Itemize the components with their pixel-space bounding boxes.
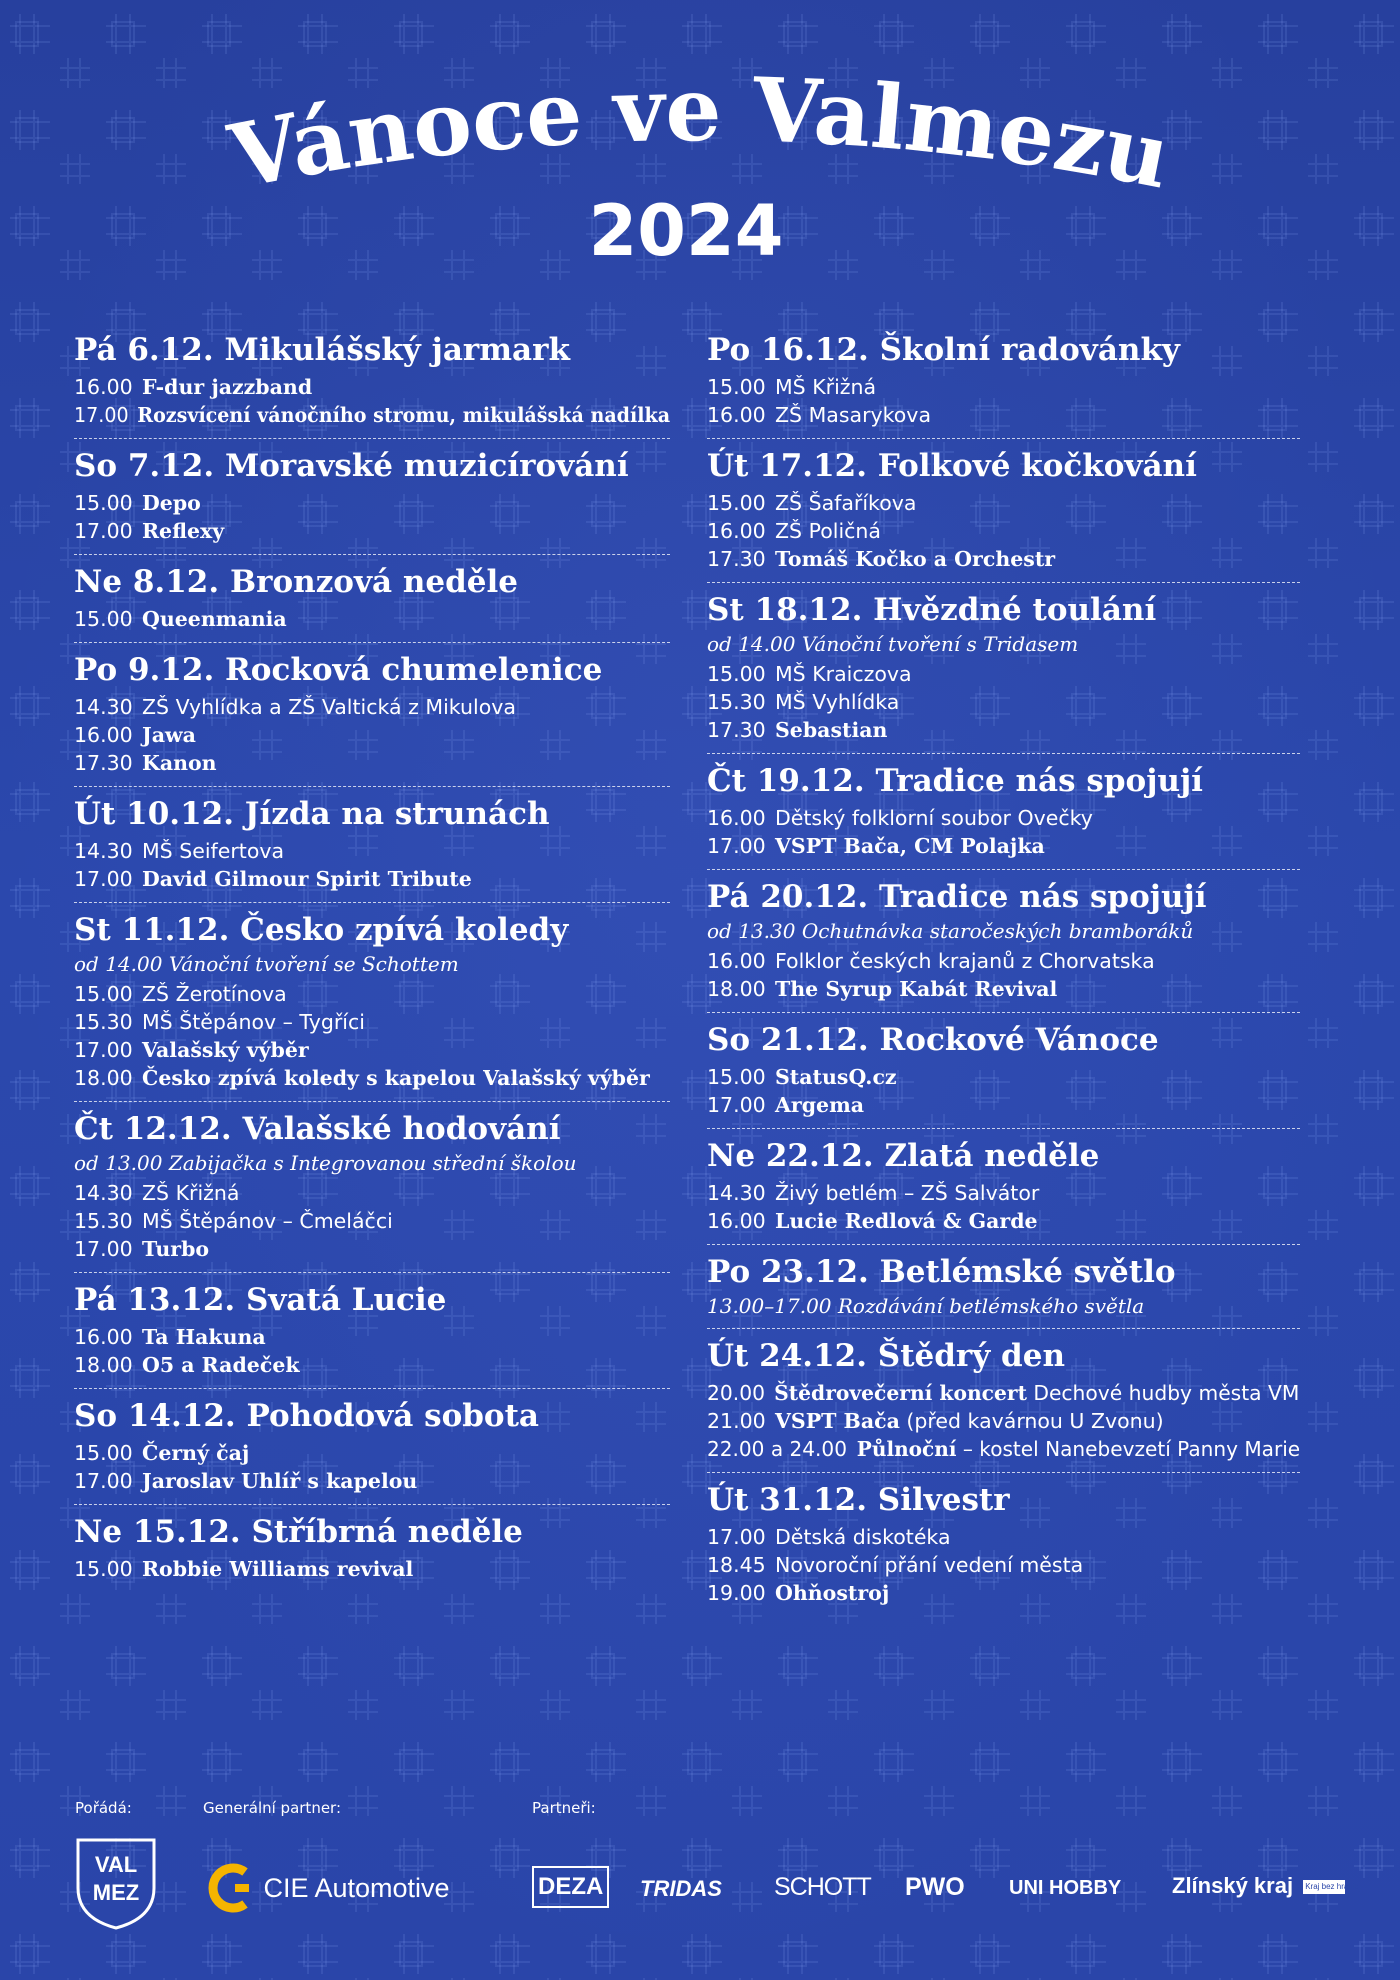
event-name: Novoroční přání vedení města [775, 1553, 1084, 1577]
event-time: 15.00 [707, 375, 766, 399]
deza-logo: DEZA [532, 1866, 609, 1908]
event-row [707, 1063, 1300, 1091]
event-row [74, 517, 670, 545]
program-day [707, 870, 1300, 1013]
event-row [74, 1008, 670, 1036]
zlinsky-kraj-logo [1172, 1873, 1359, 1899]
event-name: Ta Hakuna [142, 1325, 266, 1349]
day-note: od 13.30 Ochutnávka staročeských bramboráků [707, 919, 1194, 943]
event-time: 14.30 [74, 839, 133, 863]
event-time: 15.00 [74, 982, 133, 1006]
event-time: 17.00 [74, 403, 129, 427]
event-row [707, 1091, 1300, 1119]
event-time: 16.00 [707, 949, 766, 973]
event-time: 16.00 [74, 375, 133, 399]
day-heading: So 14.12. Pohodová sobota [74, 1398, 540, 1434]
event-time: 17.00 [707, 1093, 766, 1117]
event-row [74, 373, 670, 401]
event-name: The Syrup Kabát Revival [775, 977, 1058, 1001]
day-heading: Út 10.12. Jízda na strunách [74, 796, 550, 832]
event-row [707, 517, 1300, 545]
event-name: MŠ Štěpánov – Tygříci [142, 1010, 365, 1034]
event-row [707, 1523, 1300, 1551]
event-name: MŠ Štěpánov – Čmeláčci [142, 1209, 393, 1233]
event-row [707, 1407, 1300, 1435]
event-name: ZŠ Žerotínova [142, 982, 287, 1006]
event-name: David Gilmour Spirit Tribute [142, 867, 472, 891]
day-heading: Pá 20.12. Tradice nás spojují [707, 879, 1207, 915]
event-row [74, 1064, 670, 1092]
event-time: 17.00 [74, 519, 133, 543]
event-name: Ohňostroj [775, 1581, 890, 1605]
program-day [74, 1389, 670, 1505]
event-name: Depo [142, 491, 201, 515]
event-name: Živý betlém – ZŠ Salvátor [775, 1181, 1040, 1205]
event-row [74, 980, 670, 1008]
event-row [707, 688, 1300, 716]
zlinsky-kraj-badge: Kraj bez hranic [1303, 1880, 1345, 1894]
event-time: 17.00 [707, 834, 766, 858]
program-day [74, 330, 670, 439]
event-name: ZŠ Masarykova [775, 403, 932, 427]
event-time: 14.30 [74, 1181, 133, 1205]
event-row [707, 1179, 1300, 1207]
day-heading: So 21.12. Rockové Vánoce [707, 1022, 1159, 1058]
event-time: 16.00 [74, 723, 133, 747]
event-row [74, 865, 670, 893]
event-name: Černý čaj [142, 1441, 250, 1465]
event-detail: – kostel Nanebevzetí Panny Marie [956, 1437, 1301, 1461]
schott-logo: SCHOTT [774, 1873, 871, 1901]
valmez-logo-line1: VAL [94, 1852, 138, 1877]
poster-title [150, 50, 1250, 280]
event-time: 18.00 [74, 1066, 133, 1090]
program-day [707, 1245, 1300, 1329]
day-heading: So 7.12. Moravské muzicírování [74, 448, 629, 484]
event-name: Valašský výběr [142, 1038, 309, 1062]
general-partner-label: Generální partner: [203, 1799, 342, 1817]
event-time: 17.30 [74, 751, 133, 775]
event-time: 14.30 [74, 695, 133, 719]
event-name: ZŠ Poličná [775, 519, 881, 543]
event-time: 15.00 [707, 1065, 766, 1089]
day-heading: Po 23.12. Betlémské světlo [707, 1254, 1176, 1290]
event-name: MŠ Křižná [775, 375, 877, 399]
event-name: Reflexy [142, 519, 225, 543]
event-row [74, 1036, 670, 1064]
event-row [74, 1351, 670, 1379]
event-time: 17.30 [707, 547, 766, 571]
event-row [707, 545, 1300, 573]
event-time: 16.00 [707, 403, 766, 427]
event-name: MŠ Kraiczova [775, 662, 912, 686]
event-row [707, 804, 1300, 832]
program-day [74, 903, 670, 1102]
event-time: 14.30 [707, 1181, 766, 1205]
program-day [707, 439, 1300, 583]
program-day [74, 643, 670, 787]
event-name: Lucie Redlová & Garde [775, 1209, 1038, 1233]
event-time: 15.30 [74, 1010, 133, 1034]
event-row [74, 1179, 670, 1207]
event-name: Jawa [142, 723, 196, 747]
event-row [707, 975, 1300, 1003]
event-name: VSPT Bača [775, 1409, 900, 1433]
event-time: 15.00 [74, 491, 133, 515]
event-name: ZŠ Šafaříkova [775, 491, 917, 515]
event-time: 21.00 [707, 1409, 766, 1433]
event-row [707, 373, 1300, 401]
unihobby-logo: UNI HOBBY [1009, 1877, 1122, 1899]
event-row [707, 947, 1300, 975]
cie-automotive-logo [205, 1862, 450, 1914]
program-day [707, 330, 1300, 439]
event-time: 15.00 [74, 607, 133, 631]
event-name: Dětský folklorní soubor Ovečky [775, 806, 1093, 830]
valmez-logo-line2: MEZ [92, 1880, 140, 1905]
svg-text:Vánoce ve Valmezu [221, 57, 1179, 209]
pwo-logo: PWO [905, 1873, 965, 1901]
partners-label: Partneři: [532, 1799, 596, 1817]
event-row [74, 489, 670, 517]
event-name: Queenmania [142, 607, 287, 631]
event-name: Půlnoční [856, 1437, 957, 1461]
event-row [707, 832, 1300, 860]
event-time: 15.00 [707, 662, 766, 686]
event-time: 15.00 [707, 491, 766, 515]
day-note: od 14.00 Vánoční tvoření s Tridasem [707, 632, 1079, 656]
event-name: Kanon [142, 751, 217, 775]
event-row [74, 693, 670, 721]
day-heading: Čt 12.12. Valašské hodování [74, 1111, 561, 1147]
event-row [707, 1551, 1300, 1579]
event-time: 16.00 [707, 806, 766, 830]
event-name: Tomáš Kočko a Orchestr [775, 547, 1056, 571]
program-day [707, 754, 1300, 870]
event-detail: (před kavárnou U Zvonu) [899, 1409, 1164, 1433]
event-name: ZŠ Vyhlídka a ZŠ Valtická z Mikulova [142, 695, 516, 719]
event-name: Argema [775, 1093, 865, 1117]
organizer-label: Pořádá: [75, 1799, 132, 1817]
program-day [707, 1129, 1300, 1245]
event-row [707, 401, 1300, 429]
event-name: Sebastian [775, 718, 888, 742]
event-name: O5 a Radeček [142, 1353, 300, 1377]
valmez-logo [74, 1836, 158, 1937]
day-heading: Ne 15.12. Stříbrná neděle [74, 1514, 523, 1550]
event-row [74, 1467, 670, 1495]
program-day [74, 1273, 670, 1389]
event-name: Štědrovečerní koncert [774, 1381, 1027, 1405]
event-name: StatusQ.cz [775, 1065, 897, 1089]
event-time: 17.30 [707, 718, 766, 742]
event-row [74, 749, 670, 777]
event-time: 18.45 [707, 1553, 766, 1577]
event-name: Robbie Williams revival [142, 1557, 414, 1581]
event-name: Folklor českých krajanů z Chorvatska [775, 949, 1155, 973]
program-day [74, 787, 670, 903]
day-heading: Út 24.12. Štědrý den [707, 1338, 1065, 1374]
event-name: Jaroslav Uhlíř s kapelou [142, 1469, 418, 1493]
program-left-column [74, 330, 670, 1583]
program-day [74, 1102, 670, 1273]
program-day [74, 1505, 670, 1583]
event-time: 17.00 [74, 1237, 133, 1261]
event-row [74, 605, 670, 633]
event-row [707, 660, 1300, 688]
event-time: 22.00 a 24.00 [707, 1437, 847, 1461]
event-row [74, 1323, 670, 1351]
day-heading: Út 17.12. Folkové kočkování [707, 448, 1197, 484]
event-time: 16.00 [707, 519, 766, 543]
event-row [707, 1207, 1300, 1235]
event-name: MŠ Seifertova [142, 839, 285, 863]
event-name: Česko zpívá koledy s kapelou Valašský výběr [142, 1066, 650, 1090]
event-time: 20.00 [707, 1381, 765, 1405]
event-row [707, 1379, 1300, 1407]
event-time: 16.00 [707, 1209, 766, 1233]
event-time: 15.00 [74, 1441, 133, 1465]
program-day [707, 1013, 1300, 1129]
event-detail: Dechové hudby města VM [1026, 1381, 1300, 1405]
event-row [74, 1235, 670, 1263]
program-right-column [707, 330, 1300, 1607]
event-time: 17.00 [74, 867, 133, 891]
tridas-logo: TRIDAS [640, 1876, 722, 1901]
event-time: 15.00 [74, 1557, 133, 1581]
event-name: Dětská diskotéka [775, 1525, 951, 1549]
program-day [707, 1473, 1300, 1607]
event-name: Turbo [142, 1237, 210, 1261]
event-time: 17.00 [74, 1469, 133, 1493]
event-row [707, 716, 1300, 744]
event-name: F-dur jazzband [142, 375, 313, 399]
day-heading: Ne 8.12. Bronzová neděle [74, 564, 519, 600]
day-note: od 14.00 Vánoční tvoření se Schottem [74, 952, 459, 976]
day-heading: Po 16.12. Školní radovánky [707, 332, 1180, 368]
day-heading: Po 9.12. Rocková chumelenice [74, 652, 603, 688]
event-name: VSPT Bača, CM Polajka [775, 834, 1045, 858]
day-note: od 13.00 Zabijačka s Integrovanou střední školou [74, 1151, 577, 1175]
title-year: 2024 [588, 190, 784, 272]
day-heading: St 18.12. Hvězdné toulání [707, 592, 1157, 628]
day-heading: Čt 19.12. Tradice nás spojují [707, 763, 1203, 799]
event-time: 18.00 [74, 1353, 133, 1377]
program-day [707, 1329, 1300, 1473]
event-time: 16.00 [74, 1325, 133, 1349]
day-heading: Ne 22.12. Zlatá neděle [707, 1138, 1100, 1174]
event-time: 18.00 [707, 977, 766, 1001]
program-day [74, 555, 670, 643]
event-time: 17.00 [74, 1038, 133, 1062]
event-row [707, 1435, 1301, 1463]
event-time: 19.00 [707, 1581, 766, 1605]
zlinsky-kraj-text: Zlínský kraj [1172, 1873, 1294, 1898]
event-row [74, 1555, 670, 1583]
event-name: Rozsvícení vánočního stromu, mikulášská nadílka [137, 403, 671, 427]
event-row [74, 837, 670, 865]
event-row [707, 489, 1300, 517]
day-note: 13.00–17.00 Rozdávání betlémského světla [707, 1294, 1145, 1318]
event-name: ZŠ Křižná [142, 1181, 240, 1205]
day-heading: Pá 6.12. Mikulášský jarmark [74, 332, 570, 368]
event-time: 15.30 [74, 1209, 133, 1233]
event-row [74, 401, 671, 429]
event-row [707, 1579, 1300, 1607]
day-heading: Pá 13.12. Svatá Lucie [74, 1282, 447, 1318]
title-line: Vánoce ve Valmezu [221, 56, 1179, 209]
day-heading: St 11.12. Česko zpívá koledy [74, 912, 569, 948]
event-row [74, 721, 670, 749]
day-heading: Út 31.12. Silvestr [707, 1482, 1010, 1518]
event-row [74, 1439, 670, 1467]
program-day [707, 583, 1300, 754]
program-day [74, 439, 670, 555]
event-time: 17.00 [707, 1525, 766, 1549]
event-row [74, 1207, 670, 1235]
event-time: 15.30 [707, 690, 766, 714]
event-name: MŠ Vyhlídka [775, 690, 900, 714]
cie-automotive-text: CIE Automotive [263, 1872, 450, 1903]
